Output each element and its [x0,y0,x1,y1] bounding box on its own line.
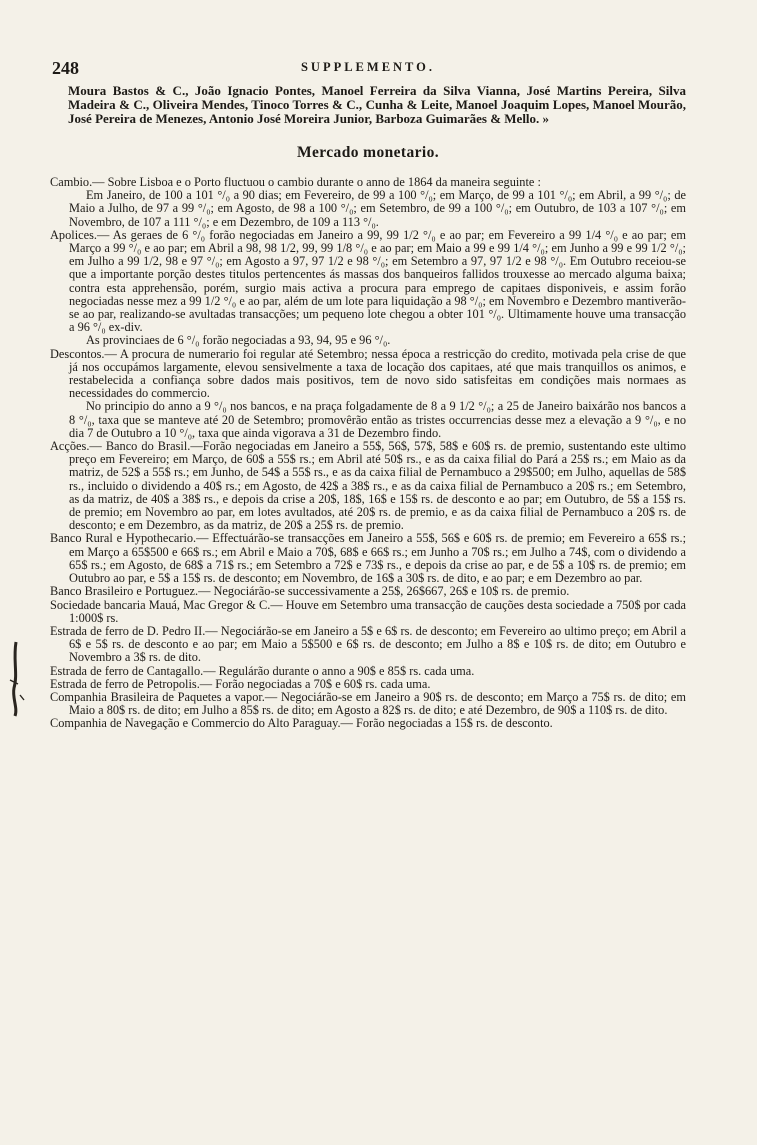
names-paragraph: Moura Bastos & C., João Ignacio Pontes, Manoel Ferreira da Silva Vianna, José Martins Pereira, Silva Madeira & C., Oliveira Mendes, Tinoco Torres & C., Cunha & Leite, Manoel Joaquim Lopes, Manoel Mourão, José Pereira de Menezes, Antonio José Moreira Junior, Barboza Guimarães & Mello. » [68,83,686,126]
entry-text: As geraes de 6 °/₀ forão negociadas em Janeiro a 99, 99 1/2 °/₀ e ao par; em Fevereiro a 99 1/4 °/₀ e ao par; em Março a 99 °/₀ e ao par; em Abril a 98, 98 1/2, 99, 99 1/8 °/₀ e ao par; em Maio a 99 e 99 1/4 °/₀; em Junho a 99 e 99 1/2 °/₀; em Julho a 99 1/2, 98 e 97 °/₀; em Agosto a 97, 97 1/2 e 98 °/₀; em Setembro a 97, 97 1/2 e 98 °/₀. Em Outubro receiou-se que a importante porção destes titulos pertencentes ás massas dos banqueiros fallidos trouxesse ao mercado alguma baixa; contra esta apprehensão, porém, surgio mais activa a procura para emprego de capitaes disponiveis, e assim forão negociadas nesse mez a 99 1/2 °/₀ e ao par, além de um lote para liquidação a 98 °/₀; em Novembro e Dezembro mantiverão-se ao par, realizando-se avultadas transacções; um pequeno lote chegou a obter 101 °/₀. Ultimamente houve uma transacção a 96 °/₀ ex-div. [69,227,686,335]
entry-term: Descontos.— [50,346,120,361]
entry-term: Banco Brasileiro e Portuguez.— [50,584,214,599]
entry-term: Acções.— [50,439,106,454]
entry-term: Cambio.— [50,175,108,189]
entry-paragraph [50,229,686,335]
entry-text: Forão negociadas a 70$ e 60$ rs. cada uma. [215,676,431,691]
margin-mark [4,640,26,718]
entry-term: Apolices.— [50,227,113,242]
entry-term: Sociedade bancaria Mauá, Mac Gregor & C.— [50,597,286,612]
entry-text: Negociárão-se successivamente a 25$, 26$667, 26$ e 10$ rs. de premio. [213,584,570,599]
entry-term: Estrada de ferro de D. Pedro II.— [50,623,221,638]
entry-paragraph [50,691,686,717]
entry-text: Houve em Setembro uma transacção de cauções desta sociedade a 750$ por cada 1:000$ rs. [69,597,686,625]
entry-text: Negociárão-se em Janeiro a 5$ e 6$ rs. de desconto; em Fevereiro ao ultimo preço; em Abril a 6$ e 5$ rs. de desconto e ao par; em Maio a 5$500 e 6$ rs. de desconto; em Julho a 8$ e 10$ rs. de dito; em Outubro e Novembro a 3$ rs. de dito. [69,623,686,665]
sub-paragraph: Em Janeiro, de 100 a 101 °/₀ a 90 dias; em Fevereiro, de 99 a 100 °/₀; em Março, de 99 a 101 °/₀; em Abril, a 99 °/₀; de Maio a Julho, de 97 a 99 °/₀; em Agosto, de 98 a 100 °/₀; em Setembro, de 99 a 100 °/₀; em Outubro, de 103 a 107 °/₀; em Novembro, de 107 a 111 °/₀; e em Dezembro, de 109 a 113 °/₀. [69,188,686,229]
running-head: SUPPLEMENTO. [300,60,436,74]
entry-term: Banco Rural e Hypothecario.— [50,531,213,546]
page-header [50,58,686,84]
section-title: Mercado monetario. [296,144,440,161]
entry-paragraph [50,440,686,532]
entry-term: Companhia Brasileira de Paquetes a vapor.— [50,689,281,704]
entry-text: Regulárão durante o anno a 90$ e 85$ rs. cada uma. [218,663,475,678]
entry-text: Negociárão-se em Janeiro a 90$ rs. de desconto; em Março a 75$ rs. de dito; em Maio a 80$ rs. de dito; em Julho a 85$ rs. de dito; em Agosto a 82$ rs. de dito; e até Dezembro, de 90$ a 110$ rs. de dito. [69,689,686,718]
entries-list [50,176,686,731]
entry-term: Estrada de ferro de Cantagallo.— [50,663,219,678]
entry-paragraph [50,717,686,730]
entry-term: Estrada de ferro de Petropolis.— [50,676,216,691]
entry-paragraph [50,599,686,625]
entry-paragraph [50,625,686,665]
entry-paragraph [50,532,686,585]
entry-text: Sobre Lisboa e o Porto fluctuou o cambio durante o anno de 1864 da maneira seguinte : [107,175,541,189]
page-number: 248 [52,58,79,78]
entry-text: A procura de numerario foi regular até Setembro; nessa época a restricção do credito, motivada pela crise de que já nos occupámos largamente, elevou sensivelmente a taxa de locação dos capitaes, até que mais tranquillos os animos, e restabelecida a confiança sobre dados mais positivos, tem de novo sido satisfeitas em condições mais normaes as necessidades do commercio. [69,346,686,401]
sub-paragraph: No principio do anno a 9 °/₀ nos bancos, e na praça folgadamente de 8 a 9 1/2 °/₀; a 25 de Janeiro baixárão nos bancos a 8 °/₀, taxa que se manteve até 20 de Setembro; promovêrão então as tristes occurrencias desse mez a elevação a 9 °/₀, e no dia 7 de Outubro a 10 °/₀, taxa que ainda vigorava a 31 de Dezembro findo. [69,399,686,440]
entry-term: Companhia de Navegação e Commercio do Alto Paraguay.— [50,716,356,731]
entry-text: Banco do Brasil.—Forão negociadas em Janeiro a 55$, 56$, 57$, 58$ e 60$ rs. de premio, sustentando este ultimo preço em Fevereiro; em Março, de 60$ a 55$ rs.; em Abril até 50$ rs., e as da caixa filial do Pará a 25$ rs.; em Maio as da matriz, de 52$ a 55$ rs.; em Junho, de 54$ a 55$ rs., e as da caixa filial de Pernambuco a 29$500; em Julho, aquellas de 58$ rs., incluido o dividendo a 40$ rs.; em Agosto, de 42$ a 38$ rs., e as da caixa filial de Pernambuco a 20$ rs.; em Setembro, as da matriz, de 40$ a 38$ rs., e depois da crise a 20$, 18$, 16$ e 15$ rs. de desconto e ao par; em Outubro, de 5$ a 15$ rs. de premio; em Novembro ao par, em lotes avultados, até 20$ rs. de premio, e as da caixa filial de Pernambuco a 20$ rs. de desconto; e em Dezembro, as da matriz, de 20$ a 25$ rs. de premio. [69,439,687,533]
entry-paragraph [50,348,686,401]
sub-paragraph: As provinciaes de 6 °/₀ forão negociadas a 93, 94, 95 e 96 °/₀. [86,333,391,348]
entry-text: Forão negociadas a 15$ rs. de desconto. [356,716,553,731]
document-page [50,58,686,731]
entry-text: Effectuárão-se transacções em Janeiro a 55$, 56$ e 60$ rs. de premio; em Fevereiro a 65$ rs.; em Março a 65$500 e 66$ rs.; em Abril e Maio a 70$, 68$ e 66$ rs.; em Junho a 70$ rs.; em Julho a 74$, com o dividendo a 65$ rs.; em Agosto, de 68$ a 71$ rs.; em Setembro a 72$ e 73$ rs., e depois da crise ao par, e de 5$ a 10$ rs. de premio; em Outubro ao par, e 5$ a 15$ rs. de desconto; em Novembro, de 16$ a 30$ rs. de dito, e ao par; e em Dezembro ao par. [69,531,686,586]
